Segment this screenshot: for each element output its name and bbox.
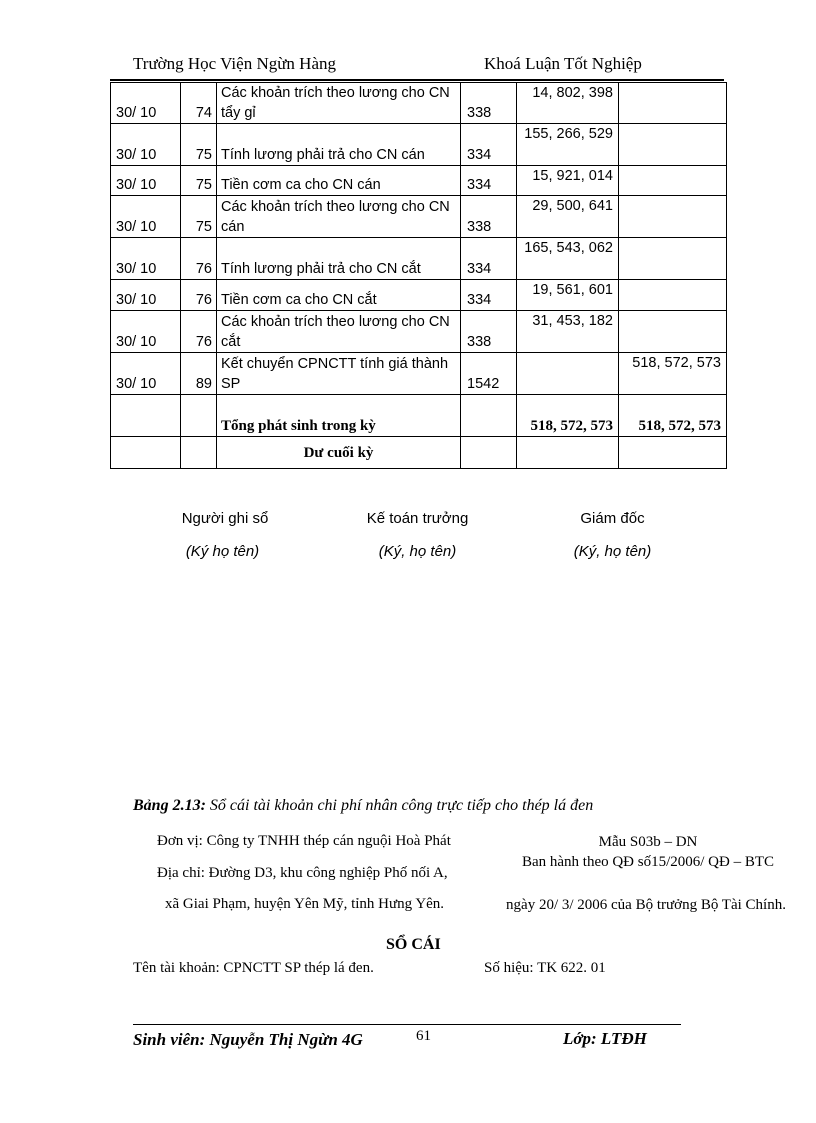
footer-class: Lớp: LTĐH bbox=[563, 1029, 647, 1048]
entry-voucher-number: 76 bbox=[181, 280, 217, 311]
ledger-row bbox=[111, 280, 727, 311]
closing-blank-number bbox=[181, 437, 217, 469]
ledger-row bbox=[111, 124, 727, 166]
company-address-line1: Địa chỉ: Đường D3, khu công nghiệp Phố nối A, bbox=[157, 865, 448, 881]
total-debit: 518, 572, 573 bbox=[517, 395, 619, 437]
form-issued: Ban hành theo QĐ số15/2006/ QĐ – BTC bbox=[521, 854, 775, 870]
entry-description: Tiền cơm ca cho CN cắt bbox=[217, 280, 461, 311]
entry-voucher-number: 76 bbox=[181, 311, 217, 353]
entry-date: 30/ 10 bbox=[111, 196, 181, 238]
entry-credit bbox=[619, 124, 727, 166]
signature-note-chief-accountant: (Ký, họ tên) bbox=[378, 543, 457, 560]
entry-voucher-number: 76 bbox=[181, 238, 217, 280]
total-blank-account bbox=[461, 395, 517, 437]
entry-voucher-number: 75 bbox=[181, 166, 217, 196]
entry-credit bbox=[619, 196, 727, 238]
form-code: Mẫu S03b – DN bbox=[598, 834, 698, 850]
entry-description: Tiền cơm ca cho CN cán bbox=[217, 166, 461, 196]
entry-contra-account: 334 bbox=[461, 166, 517, 196]
entry-debit: 15, 921, 014 bbox=[517, 166, 619, 196]
entry-date: 30/ 10 bbox=[111, 311, 181, 353]
entry-debit: 31, 453, 182 bbox=[517, 311, 619, 353]
total-label: Tổng phát sinh trong kỳ bbox=[217, 395, 461, 437]
closing-blank-account bbox=[461, 437, 517, 469]
entry-description: Các khoản trích theo lương cho CN tẩy gỉ bbox=[217, 83, 461, 124]
closing-blank-date bbox=[111, 437, 181, 469]
table-caption bbox=[133, 797, 593, 815]
entry-contra-account: 338 bbox=[461, 311, 517, 353]
total-credit: 518, 572, 573 bbox=[619, 395, 727, 437]
entry-contra-account: 334 bbox=[461, 238, 517, 280]
account-number: Số hiệu: TK 622. 01 bbox=[484, 960, 606, 976]
closing-blank-credit bbox=[619, 437, 727, 469]
signature-note-recorder: (Ký họ tên) bbox=[185, 543, 260, 560]
page-number: 61 bbox=[416, 1028, 431, 1044]
entry-date: 30/ 10 bbox=[111, 83, 181, 124]
footer-rule bbox=[133, 1024, 681, 1025]
header-school: Trường Học Viện Ngừn Hàng bbox=[133, 54, 337, 73]
ledger-body bbox=[111, 83, 727, 469]
entry-credit bbox=[619, 83, 727, 124]
ledger-row bbox=[111, 166, 727, 196]
entry-credit bbox=[619, 280, 727, 311]
entry-date: 30/ 10 bbox=[111, 166, 181, 196]
ledger-title: SỔ CÁI bbox=[386, 936, 441, 953]
total-row bbox=[111, 395, 727, 437]
signature-note-director: (Ký, họ tên) bbox=[573, 543, 652, 560]
closing-blank-debit bbox=[517, 437, 619, 469]
header-rule bbox=[110, 79, 724, 81]
header-thesis: Khoá Luận Tốt Nghiệp bbox=[484, 54, 642, 73]
entry-debit: 29, 500, 641 bbox=[517, 196, 619, 238]
entry-description: Kết chuyển CPNCTT tính giá thành SP bbox=[217, 353, 461, 395]
entry-debit bbox=[517, 353, 619, 395]
caption-prefix: Bảng 2.13: bbox=[133, 797, 206, 814]
total-blank-number bbox=[181, 395, 217, 437]
ledger-table bbox=[110, 82, 727, 469]
closing-label: Dư cuối kỳ bbox=[217, 437, 461, 469]
entry-debit: 19, 561, 601 bbox=[517, 280, 619, 311]
entry-credit bbox=[619, 238, 727, 280]
entry-credit bbox=[619, 311, 727, 353]
signature-title-chief-accountant: Kế toán trưởng bbox=[366, 510, 469, 527]
ledger-row bbox=[111, 311, 727, 353]
entry-contra-account: 338 bbox=[461, 83, 517, 124]
entry-date: 30/ 10 bbox=[111, 124, 181, 166]
entry-contra-account: 1542 bbox=[461, 353, 517, 395]
entry-voucher-number: 89 bbox=[181, 353, 217, 395]
entry-contra-account: 334 bbox=[461, 124, 517, 166]
entry-debit: 165, 543, 062 bbox=[517, 238, 619, 280]
company-unit: Đơn vị: Công ty TNHH thép cán nguội Hoà Phát bbox=[157, 833, 451, 849]
entry-voucher-number: 74 bbox=[181, 83, 217, 124]
entry-description: Các khoản trích theo lương cho CN cán bbox=[217, 196, 461, 238]
closing-row bbox=[111, 437, 727, 469]
entry-contra-account: 338 bbox=[461, 196, 517, 238]
entry-voucher-number: 75 bbox=[181, 124, 217, 166]
total-blank-date bbox=[111, 395, 181, 437]
entry-date: 30/ 10 bbox=[111, 238, 181, 280]
ledger-row bbox=[111, 353, 727, 395]
entry-debit: 14, 802, 398 bbox=[517, 83, 619, 124]
entry-description: Các khoản trích theo lương cho CN cắt bbox=[217, 311, 461, 353]
entry-date: 30/ 10 bbox=[111, 280, 181, 311]
ledger-row bbox=[111, 83, 727, 124]
ledger-row bbox=[111, 238, 727, 280]
account-name: Tên tài khoản: CPNCTT SP thép lá đen. bbox=[133, 960, 374, 976]
company-address-line2: xã Giai Phạm, huyện Yên Mỹ, tỉnh Hưng Yên. bbox=[165, 896, 445, 912]
signature-title-director: Giám đốc bbox=[580, 510, 645, 527]
entry-description: Tính lương phải trả cho CN cắt bbox=[217, 238, 461, 280]
entry-contra-account: 334 bbox=[461, 280, 517, 311]
entry-debit: 155, 266, 529 bbox=[517, 124, 619, 166]
footer-student: Sinh viên: Nguyễn Thị Ngừn 4G bbox=[133, 1030, 363, 1049]
caption-text: Sổ cái tài khoản chi phí nhân công trực tiếp cho thép lá đen bbox=[205, 797, 594, 814]
entry-date: 30/ 10 bbox=[111, 353, 181, 395]
entry-voucher-number: 75 bbox=[181, 196, 217, 238]
signature-title-recorder: Người ghi sổ bbox=[181, 510, 269, 527]
ledger-row bbox=[111, 196, 727, 238]
entry-credit bbox=[619, 166, 727, 196]
entry-description: Tính lương phải trả cho CN cán bbox=[217, 124, 461, 166]
form-date: ngày 20/ 3/ 2006 của Bộ trưởng Bộ Tài Chính. bbox=[506, 897, 786, 913]
entry-credit: 518, 572, 573 bbox=[619, 353, 727, 395]
